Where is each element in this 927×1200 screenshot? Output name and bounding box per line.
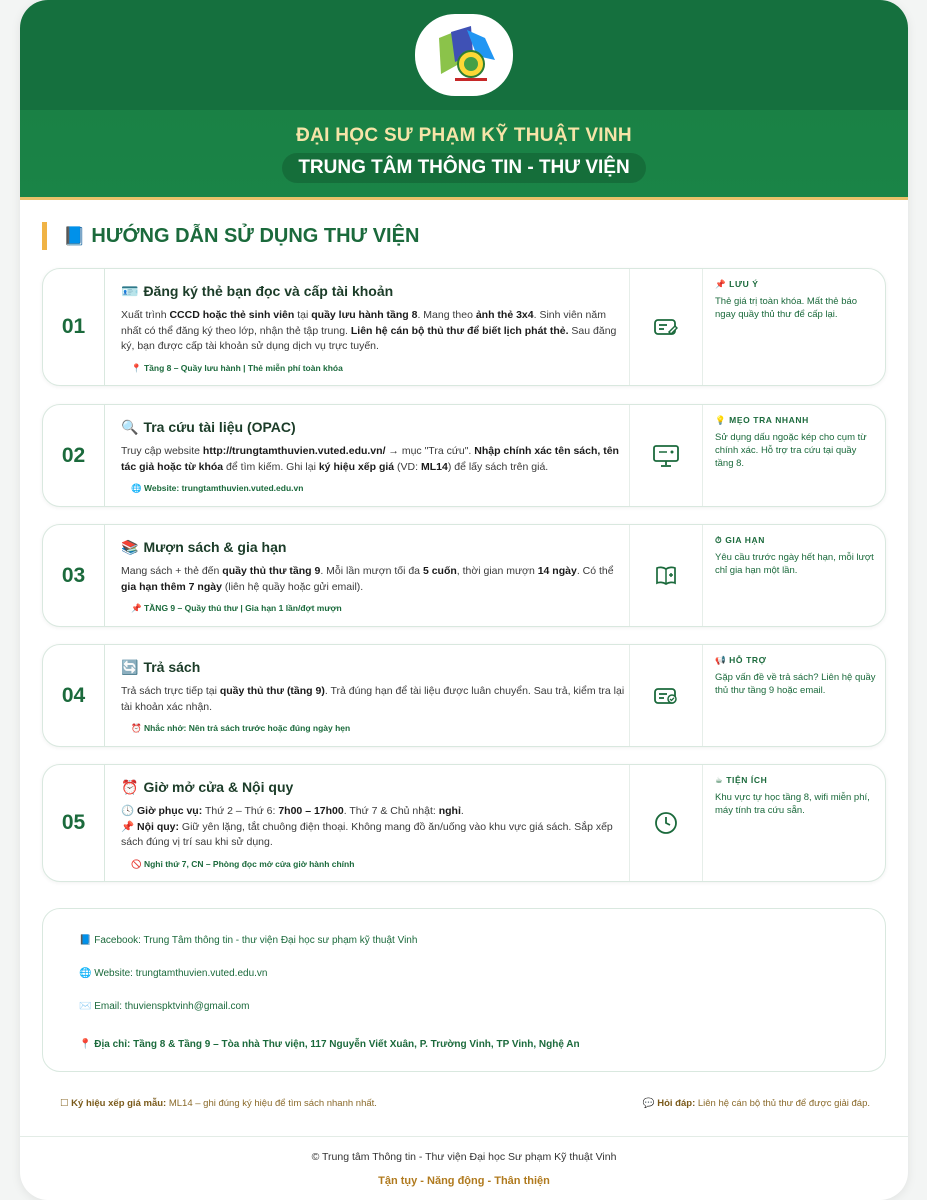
step-description: Truy cập website http://trungtamthuvien.vuted.edu.vn/ → mục "Tra cứu". Nhập chính xác tên sách, tên tác giả hoặc từ khóa để tìm kiếm. Ghi lại ký hiệu xếp giá (VD: ML14) để lấy sách trên giá. [121,445,619,473]
step-number: 03 [43,525,105,626]
step-content [121,283,629,374]
card-check-icon [629,645,703,746]
note-text: Sử dụng dấu ngoặc kép cho cụm từ chính xác. Hỗ trợ tra cứu tại quầy tầng 8. [715,432,867,469]
step-meta: 🚫 Nghỉ thứ 7, CN – Phòng đọc mở cửa giờ hành chính [131,858,355,869]
step-description: Xuất trình CCCD hoặc thẻ sinh viên tại quầy lưu hành tầng 8. Mang theo ảnh thẻ 3x4. Sinh viên năm nhất có thể đăng ký theo lớp, nhận thẻ tập trung. Liên hệ cán bộ thủ thư để biết lịch phát thẻ. Sau đăng ký, bạn được cấp tài khoản sử dụng dịch vụ trực tuyến. [121,309,617,352]
step-card-5 [42,764,886,882]
step-title: ⏰ Giờ mở cửa & Nội quy [121,779,294,795]
step-description: 🕓 Giờ phục vụ: Thứ 2 – Thứ 6: 7h00 – 17h00. Thứ 7 & Chủ nhật: nghỉ. 📌 Nội quy: Giữ yên lặng, tắt chuông điện thoại. Không mang đồ ăn/uống vào khu vực giá sách. Sắp xếp sách đúng vị trí sau khi sử dụng. [121,805,613,848]
step-title: 🔄 Trả sách [121,659,201,675]
alarm-clock-icon: ⏰ [131,723,142,733]
step-note [715,775,877,817]
step-card-3 [42,524,886,627]
step-content [121,659,629,734]
book-icon: 📘 [63,226,86,246]
step-content [121,539,629,614]
university-name: ĐẠI HỌC SƯ PHẠM KỸ THUẬT VINH [296,125,632,146]
return-icon: 🔄 [121,659,139,675]
speech-bubble-icon: 💬 [642,1098,655,1109]
university-logo [415,14,513,96]
id-card-icon: 🪪 [121,283,139,299]
step-number: 02 [43,405,105,506]
globe-icon: 🌐 [131,483,142,493]
note-text: Yêu cầu trước ngày hết hạn, mỗi lượt chỉ gia hạn một lần. [715,552,874,576]
step-number: 01 [43,269,105,385]
step-meta: 🌐 Website: trungtamthuvien.vuted.edu.vn [131,483,304,493]
books-icon: 📚 [121,539,139,555]
header [20,0,908,200]
note-title: 📢 HỖ TRỢ [715,655,767,665]
faq-tip: 💬 Hỏi đáp: Liên hệ cán bộ thủ thư để được giải đáp. [642,1098,870,1109]
step-title: 🔍 Tra cứu tài liệu (OPAC) [121,419,296,435]
step-description: Mang sách + thẻ đến quầy thủ thư tầng 9. Mỗi lần mượn tối đa 5 cuốn, thời gian mượn 14 ngày. Có thể gia hạn thêm 7 ngày (liên hệ quầy hoặc gửi email). [121,565,614,593]
step-note [715,415,877,470]
clock-icon [629,765,703,881]
center-name: TRUNG TÂM THÔNG TIN - THƯ VIỆN [282,153,646,183]
step-number: 05 [43,765,105,881]
logo-emblem-icon [429,24,499,86]
coffee-icon: ☕ [715,775,724,785]
step-note [715,279,877,321]
copyright: © Trung tâm Thông tin - Thư viện Đại học Sư phạm Kỹ thuật Vinh [311,1151,617,1163]
email-link[interactable]: ✉️ Email: thuvienspktvinh@gmail.com [79,1001,250,1012]
pin-icon: 📍 [131,362,142,373]
note-title: 💡 MẸO TRA NHANH [715,415,809,425]
alarm-clock-icon: ⏰ [121,779,139,795]
step-description: Trả sách trực tiếp tại quầy thủ thư (tầng 9). Trả đúng hạn để tài liệu được luân chuyển. Sau trả, kiểm tra lại tài khoản xác nhận. [121,685,625,713]
footer [20,1136,908,1200]
step-meta: 📍 Tầng 8 – Quầy lưu hành | Thẻ miễn phí toàn khóa [131,362,343,373]
step-card-1 [42,268,886,386]
facebook-link[interactable]: 📘 Facebook: Trung Tâm thông tin - thư viện Đại học sư phạm kỹ thuật Vinh [79,935,418,946]
note-title: ⏱ GIA HẠN [715,535,765,545]
step-note [715,655,877,697]
note-title: ☕ TIỆN ÍCH [715,775,768,785]
section-title-text: HƯỚNG DẪN SỬ DỤNG THƯ VIỆN [91,225,420,247]
checkbox-icon: ☐ [60,1098,69,1109]
card-edit-icon [629,269,703,385]
pushpin-icon: 📌 [715,279,727,289]
step-card-2 [42,404,886,507]
shelf-code-tip: ☐ Ký hiệu xếp giá mẫu: ML14 – ghi đúng ký hiệu để tìm sách nhanh nhất. [60,1098,377,1109]
pushpin-icon: 📌 [131,603,142,613]
step-note [715,535,877,577]
no-entry-icon: 🚫 [131,858,142,869]
step-meta: ⏰ Nhắc nhở: Nên trả sách trước hoặc đúng ngày hẹn [131,723,351,733]
step-number: 04 [43,645,105,746]
step-title: 🪪 Đăng ký thẻ bạn đọc và cấp tài khoản [121,283,394,299]
contact-box [42,908,886,1072]
step-content [121,779,629,870]
monitor-icon [629,405,703,506]
step-title: 📚 Mượn sách & gia hạn [121,539,287,555]
slogan: Tận tụy - Năng động - Thân thiện [378,1175,550,1187]
note-text: Khu vực tự học tầng 8, wifi miễn phí, máy tính tra cứu sẵn. [715,792,870,816]
note-text: Gặp vấn đề về trả sách? Liên hệ quầy thủ thư tầng 9 hoặc email. [715,672,876,696]
section-title [42,222,419,250]
megaphone-icon: 📢 [715,655,727,665]
note-title: 📌 LƯU Ý [715,279,759,289]
step-content [121,419,629,494]
website-link[interactable]: 🌐 Website: trungtamthuvien.vuted.edu.vn [79,968,268,979]
lightbulb-icon: 💡 [715,415,727,425]
step-card-4 [42,644,886,747]
step-meta: 📌 TẦNG 9 – Quầy thủ thư | Gia hạn 1 lần/đợt mượn [131,603,342,613]
stopwatch-icon: ⏱ [715,535,723,545]
note-text: Thẻ giá trị toàn khóa. Mất thẻ báo ngay quầy thủ thư để cấp lại. [715,296,858,320]
address: 📍 Địa chỉ: Tầng 8 & Tầng 9 – Tòa nhà Thư viện, 117 Nguyễn Viết Xuân, P. Trường Vinh, TP Vinh, Nghệ An [79,1039,580,1050]
book-plus-icon [629,525,703,626]
search-icon: 🔍 [121,419,139,435]
page [20,0,908,1200]
